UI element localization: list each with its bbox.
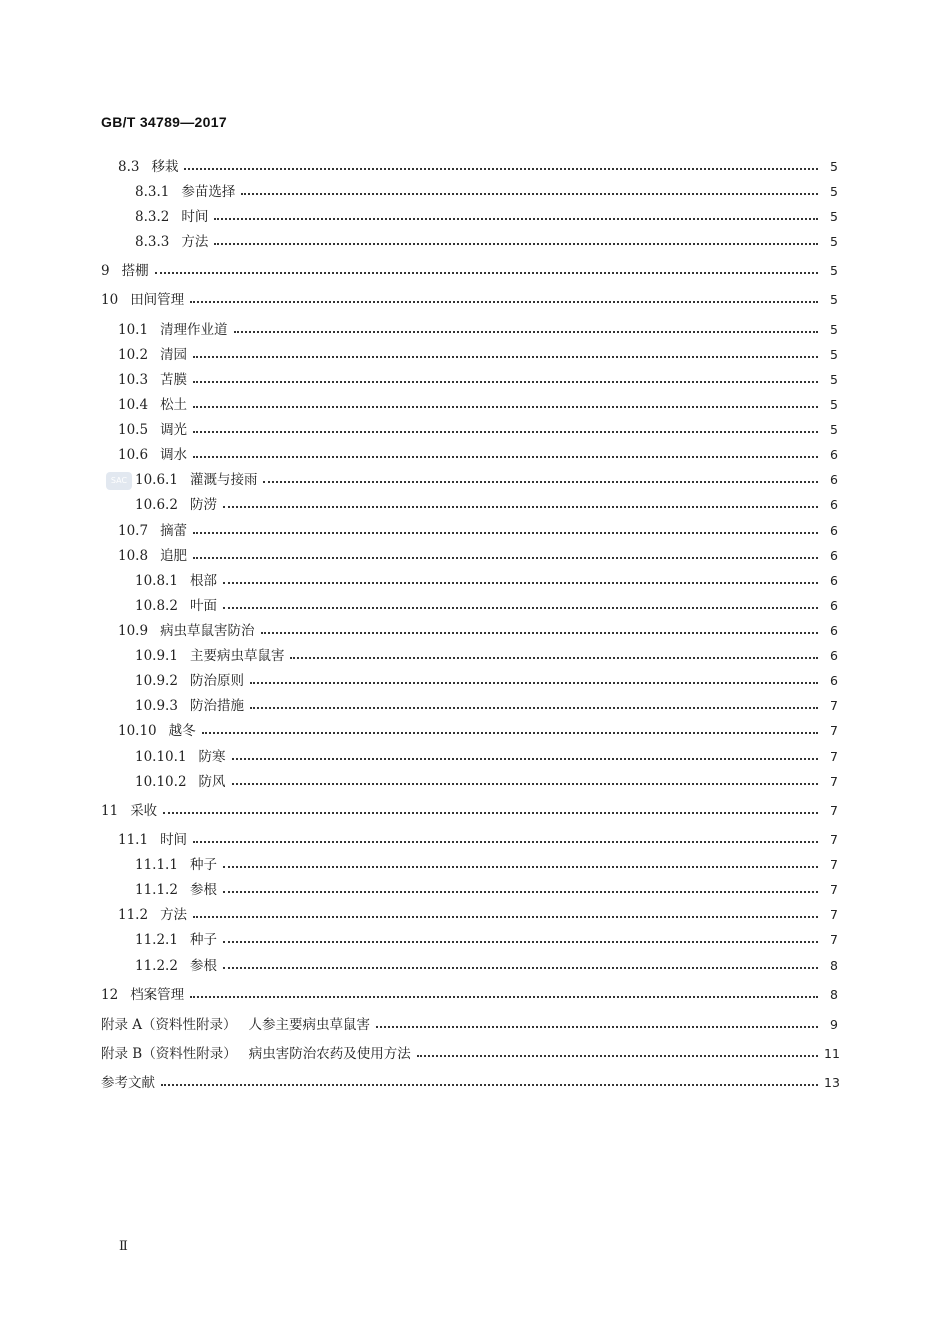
toc-entry[interactable] [0, 747, 950, 767]
dot-leader [163, 812, 818, 814]
toc-entry-number: 10.8.2 [135, 598, 178, 614]
toc-entry-title: 采收 [130, 803, 158, 819]
toc-entry-title: 防治措施 [189, 698, 244, 714]
toc-entry-title: 防风 [198, 774, 226, 790]
toc-entry[interactable] [0, 345, 950, 365]
dot-leader [241, 193, 818, 195]
dot-leader [376, 1026, 818, 1028]
toc-entry-page: 7 [830, 774, 838, 789]
toc-entry-page: 11 [824, 1046, 840, 1061]
toc-entry[interactable] [0, 395, 950, 415]
dot-leader [155, 272, 818, 274]
toc-entry-number: 10.1 [118, 322, 149, 338]
toc-entry-page: 7 [830, 832, 838, 847]
toc-entry[interactable] [0, 671, 950, 691]
toc-entry-title: 防治原则 [189, 673, 244, 689]
toc-entry-page: 5 [830, 159, 838, 174]
toc-entry-title: 田间管理 [130, 292, 185, 308]
toc-entry-title: 越冬 [168, 723, 196, 739]
toc-entry[interactable] [0, 956, 950, 976]
dot-leader [193, 381, 818, 383]
toc-entry-number: 12 [101, 987, 119, 1003]
toc-entry[interactable] [0, 320, 950, 340]
toc-entry[interactable] [0, 495, 950, 515]
toc-entry[interactable] [0, 1073, 950, 1093]
toc-entry-title: 叶面 [189, 598, 217, 614]
toc-entry-title: 防涝 [189, 497, 217, 513]
toc-entry[interactable] [0, 1015, 950, 1035]
toc-entry-number: 10.8.1 [135, 573, 178, 589]
toc-entry-number: 10.6.1 [135, 472, 178, 488]
toc-entry-page: 6 [830, 573, 838, 588]
toc-entry-page: 9 [830, 1017, 838, 1032]
dot-leader [290, 657, 818, 659]
dot-leader [223, 607, 818, 609]
watermark-logo: SAC [106, 472, 132, 490]
toc-entry-number: 11.2 [118, 907, 149, 923]
toc-entry[interactable] [0, 596, 950, 616]
dot-leader [190, 996, 818, 998]
toc-entry-number: 10.7 [118, 523, 149, 539]
toc-entry-number: 11.1 [118, 832, 149, 848]
toc-entry-page: 5 [830, 263, 838, 278]
toc-entry-number: 10.9 [118, 623, 149, 639]
toc-entry[interactable] [0, 696, 950, 716]
dot-leader [193, 557, 818, 559]
toc-entry-title: 苫膜 [160, 372, 188, 388]
toc-entry-page: 7 [830, 749, 838, 764]
toc-entry-title: 清园 [160, 347, 188, 363]
toc-entry[interactable] [0, 521, 950, 541]
toc-entry-page: 8 [830, 958, 838, 973]
toc-entry-number: 参考文献 [101, 1075, 155, 1091]
toc-entry-page: 5 [830, 209, 838, 224]
toc-entry[interactable] [0, 470, 950, 490]
toc-entry-page: 7 [830, 698, 838, 713]
toc-entry-title: 方法 [181, 234, 209, 250]
toc-entry-page: 7 [830, 723, 838, 738]
toc-entry-title: 种子 [189, 857, 217, 873]
toc-entry-page: 13 [824, 1075, 840, 1090]
toc-entry-title: 参根 [189, 882, 217, 898]
toc-entry-title: 松土 [160, 397, 188, 413]
toc-entry-title: 主要病虫草鼠害 [189, 648, 285, 664]
toc-entry-title: 调光 [160, 422, 188, 438]
toc-entry-title: 方法 [160, 907, 188, 923]
toc-entry-page: 7 [830, 857, 838, 872]
toc-entry-number: 10.10 [118, 723, 157, 739]
toc-entry-title: 病虫草鼠害防治 [160, 623, 255, 639]
toc-entry-title: 档案管理 [130, 987, 185, 1003]
dot-leader [261, 632, 818, 634]
toc-entry-page: 6 [830, 673, 838, 688]
toc-entry-number: 10.4 [118, 397, 149, 413]
dot-leader [202, 732, 818, 734]
dot-leader [223, 941, 818, 943]
toc-entry-number: 10.5 [118, 422, 149, 438]
dot-leader [263, 481, 818, 483]
toc-entry-title: 灌溉与接雨 [189, 472, 258, 488]
toc-entry-number: 10.8 [118, 548, 149, 564]
dot-leader [193, 356, 818, 358]
toc-entry-number: 10.10.1 [135, 749, 187, 765]
dot-leader [223, 891, 818, 893]
toc-entry-page: 6 [830, 472, 838, 487]
toc-entry[interactable] [0, 830, 950, 850]
toc-entry-title: 病虫害防治农药及使用方法 [248, 1046, 411, 1062]
standard-code-header: GB/T 34789—2017 [101, 114, 227, 130]
toc-entry-page: 5 [830, 347, 838, 362]
toc-entry[interactable] [0, 880, 950, 900]
dot-leader [250, 682, 818, 684]
toc-entry[interactable] [0, 646, 950, 666]
dot-leader [417, 1055, 818, 1057]
toc-entry[interactable] [0, 930, 950, 950]
toc-entry[interactable] [0, 157, 950, 177]
toc-entry-number: 11.2.1 [135, 932, 178, 948]
toc-entry-page: 5 [830, 322, 838, 337]
toc-entry-title: 参根 [189, 958, 217, 974]
dot-leader [223, 506, 818, 508]
dot-leader [184, 168, 818, 170]
toc-entry[interactable] [0, 207, 950, 227]
toc-entry-number: 附录 B（资料性附录） [101, 1046, 237, 1062]
toc-entry-number: 9 [101, 263, 110, 279]
toc-entry[interactable] [0, 855, 950, 875]
toc-entry[interactable] [0, 571, 950, 591]
toc-entry-page: 7 [830, 882, 838, 897]
toc-entry-number: 11 [101, 803, 119, 819]
toc-entry-page: 6 [830, 447, 838, 462]
toc-entry[interactable] [0, 290, 950, 310]
toc-entry-number: 10.6 [118, 447, 149, 463]
toc-entry-page: 6 [830, 648, 838, 663]
dot-leader [193, 841, 818, 843]
page-number-footer: Ⅱ [119, 1239, 128, 1254]
toc-entry-page: 6 [830, 523, 838, 538]
dot-leader [190, 301, 818, 303]
toc-entry-number: 11.1.1 [135, 857, 178, 873]
toc-entry-page: 6 [830, 598, 838, 613]
toc-entry-number: 8.3.1 [135, 184, 170, 200]
dot-leader [223, 967, 818, 969]
toc-entry[interactable] [0, 721, 950, 741]
toc-entry-number: 10.9.3 [135, 698, 178, 714]
toc-entry-title: 时间 [160, 832, 188, 848]
toc-entry-page: 5 [830, 422, 838, 437]
toc-entry-number: 8.3 [118, 159, 140, 175]
dot-leader [223, 582, 818, 584]
toc-entry-page: 6 [830, 497, 838, 512]
toc-entry-title: 清理作业道 [160, 322, 228, 338]
toc-entry-page: 8 [830, 987, 838, 1002]
dot-leader [232, 758, 818, 760]
toc-entry-title: 追肥 [160, 548, 188, 564]
dot-leader [193, 916, 818, 918]
toc-entry-number: 8.3.2 [135, 209, 170, 225]
toc-entry-number: 10.3 [118, 372, 149, 388]
toc-entry-number: 附录 A（资料性附录） [101, 1017, 237, 1033]
toc-entry-number: 10.9.2 [135, 673, 178, 689]
toc-entry-title: 防寒 [198, 749, 226, 765]
toc-entry-number: 10.2 [118, 347, 149, 363]
toc-entry-title: 种子 [189, 932, 217, 948]
toc-entry-title: 参苗选择 [181, 184, 236, 200]
toc-entry-number: 10.6.2 [135, 497, 178, 513]
toc-entry-page: 7 [830, 803, 838, 818]
dot-leader [223, 866, 818, 868]
toc-entry-number: 10.9.1 [135, 648, 178, 664]
dot-leader [234, 331, 818, 333]
toc-entry[interactable] [0, 445, 950, 465]
toc-entry[interactable] [0, 261, 950, 281]
dot-leader [193, 431, 818, 433]
toc-entry-title: 摘蕾 [160, 523, 188, 539]
toc-entry[interactable] [0, 546, 950, 566]
toc-entry[interactable] [0, 370, 950, 390]
toc-entry[interactable] [0, 232, 950, 252]
toc-entry[interactable] [0, 985, 950, 1005]
dot-leader [214, 218, 818, 220]
toc-entry[interactable] [0, 801, 950, 821]
toc-entry[interactable] [0, 182, 950, 202]
toc-entry-page: 7 [830, 932, 838, 947]
toc-entry-page: 5 [830, 234, 838, 249]
toc-entry-title: 移栽 [151, 159, 179, 175]
toc-entry-number: 10 [101, 292, 119, 308]
toc-entry-page: 6 [830, 623, 838, 638]
toc-entry[interactable] [0, 1044, 950, 1064]
toc-entry-title: 搭棚 [121, 263, 149, 279]
toc-entry-title: 调水 [160, 447, 188, 463]
toc-entry-page: 5 [830, 184, 838, 199]
toc-entry-page: 5 [830, 292, 838, 307]
toc-entry-page: 7 [830, 907, 838, 922]
dot-leader [193, 532, 818, 534]
toc-entry[interactable] [0, 420, 950, 440]
dot-leader [214, 243, 818, 245]
toc-entry-title: 人参主要病虫草鼠害 [248, 1017, 371, 1033]
toc-entry[interactable] [0, 772, 950, 792]
dot-leader [250, 707, 818, 709]
toc-entry-number: 11.2.2 [135, 958, 178, 974]
toc-entry-number: 11.1.2 [135, 882, 178, 898]
toc-entry-page: 5 [830, 397, 838, 412]
toc-entry[interactable] [0, 621, 950, 641]
toc-entry-title: 时间 [181, 209, 209, 225]
dot-leader [193, 456, 818, 458]
toc-entry-page: 5 [830, 372, 838, 387]
toc-entry[interactable] [0, 905, 950, 925]
dot-leader [161, 1084, 818, 1086]
toc-entry-title: 根部 [189, 573, 217, 589]
dot-leader [232, 783, 818, 785]
toc-entry-page: 6 [830, 548, 838, 563]
dot-leader [193, 406, 818, 408]
toc-entry-number: 10.10.2 [135, 774, 187, 790]
toc-entry-number: 8.3.3 [135, 234, 170, 250]
